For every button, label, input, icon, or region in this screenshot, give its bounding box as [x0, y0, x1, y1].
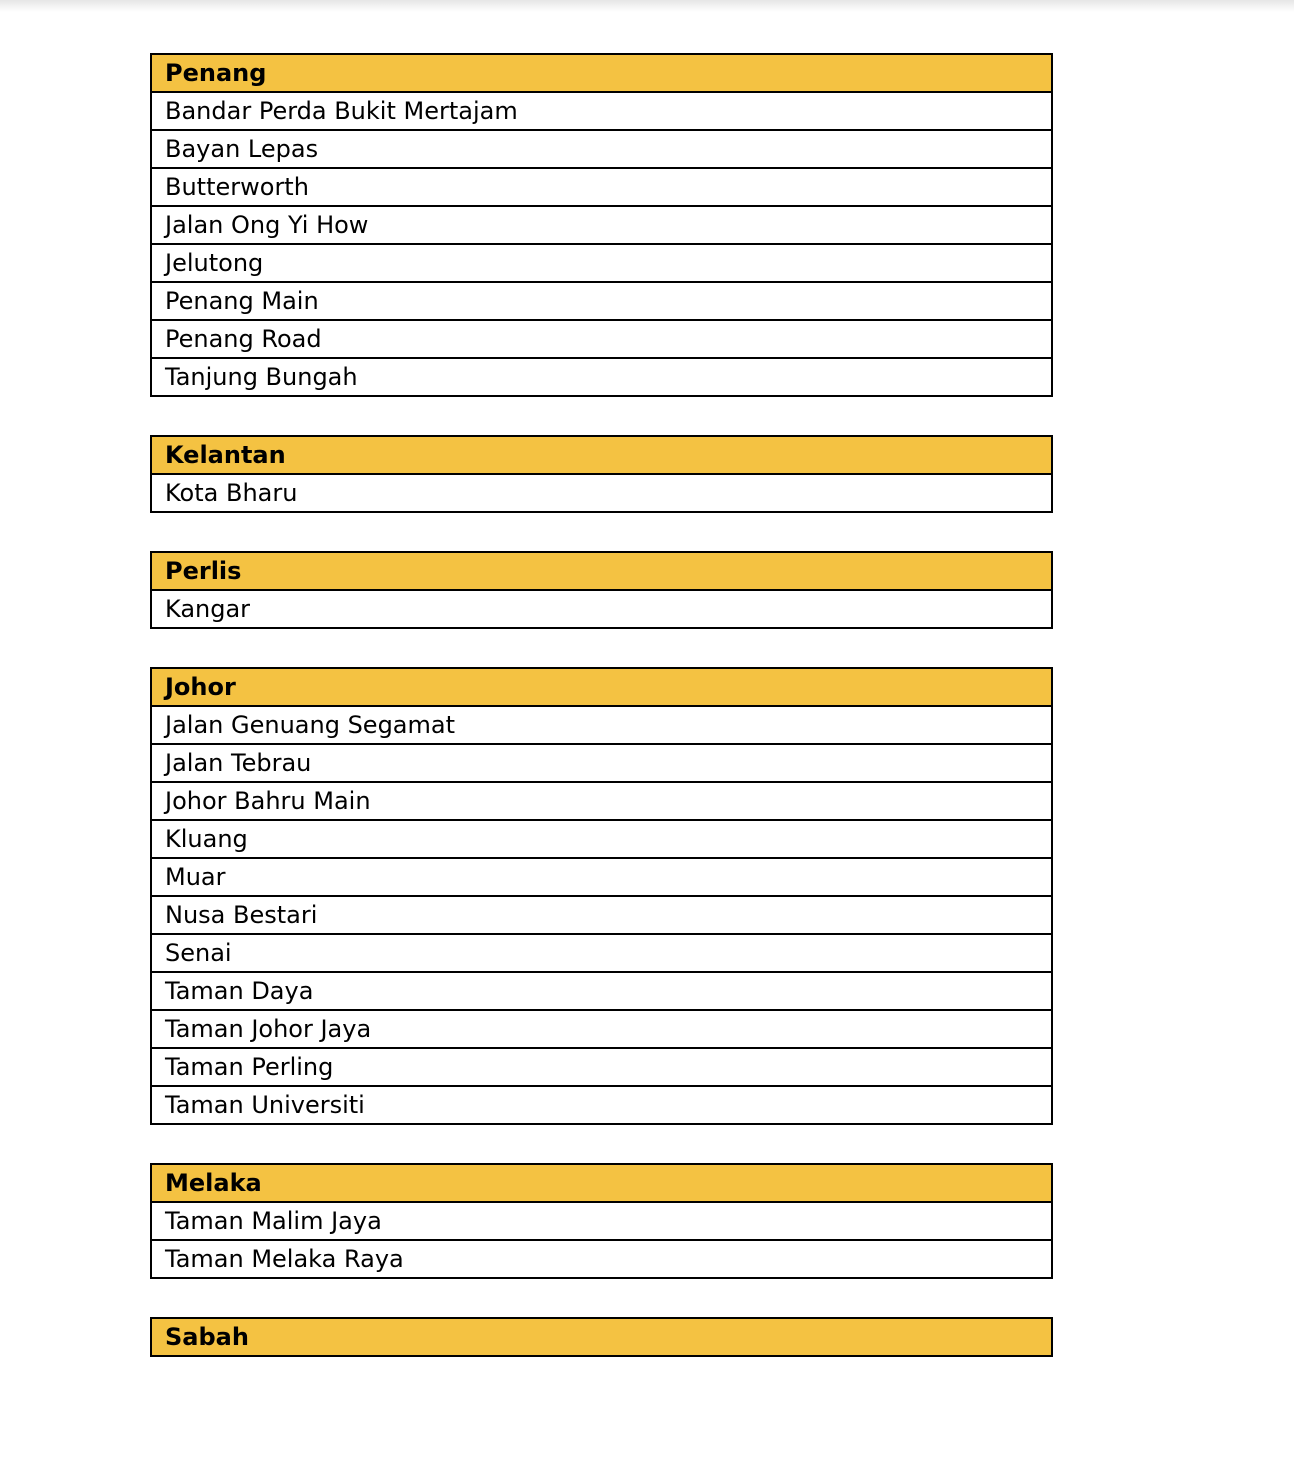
branch-cell: Bayan Lepas — [151, 130, 1052, 168]
branch-cell: Kota Bharu — [151, 474, 1052, 512]
branch-cell: Bandar Perda Bukit Mertajam — [151, 92, 1052, 130]
branch-cell: Taman Universiti — [151, 1086, 1052, 1124]
branch-cell: Jalan Genuang Segamat — [151, 706, 1052, 744]
branch-cell: Kluang — [151, 820, 1052, 858]
state-table-perlis — [150, 551, 1053, 629]
state-header: Perlis — [151, 552, 1052, 590]
branch-cell: Taman Melaka Raya — [151, 1240, 1052, 1278]
branch-list-page — [150, 53, 1053, 1395]
state-header: Sabah — [151, 1318, 1052, 1356]
state-table-kelantan — [150, 435, 1053, 513]
branch-cell: Johor Bahru Main — [151, 782, 1052, 820]
state-table-penang — [150, 53, 1053, 397]
branch-cell: Taman Johor Jaya — [151, 1010, 1052, 1048]
state-table-sabah — [150, 1317, 1053, 1357]
branch-cell: Taman Perling — [151, 1048, 1052, 1086]
branch-cell: Butterworth — [151, 168, 1052, 206]
state-header: Melaka — [151, 1164, 1052, 1202]
branch-cell: Taman Malim Jaya — [151, 1202, 1052, 1240]
branch-cell: Nusa Bestari — [151, 896, 1052, 934]
branch-cell: Senai — [151, 934, 1052, 972]
branch-cell: Penang Main — [151, 282, 1052, 320]
branch-cell: Muar — [151, 858, 1052, 896]
branch-cell: Penang Road — [151, 320, 1052, 358]
branch-cell: Jalan Ong Yi How — [151, 206, 1052, 244]
branch-cell: Taman Daya — [151, 972, 1052, 1010]
branch-cell: Jalan Tebrau — [151, 744, 1052, 782]
state-header: Penang — [151, 54, 1052, 92]
state-table-melaka — [150, 1163, 1053, 1279]
state-header: Kelantan — [151, 436, 1052, 474]
branch-cell: Kangar — [151, 590, 1052, 628]
state-header: Johor — [151, 668, 1052, 706]
state-table-johor — [150, 667, 1053, 1125]
branch-cell: Jelutong — [151, 244, 1052, 282]
top-shadow — [0, 0, 1294, 12]
branch-cell: Tanjung Bungah — [151, 358, 1052, 396]
